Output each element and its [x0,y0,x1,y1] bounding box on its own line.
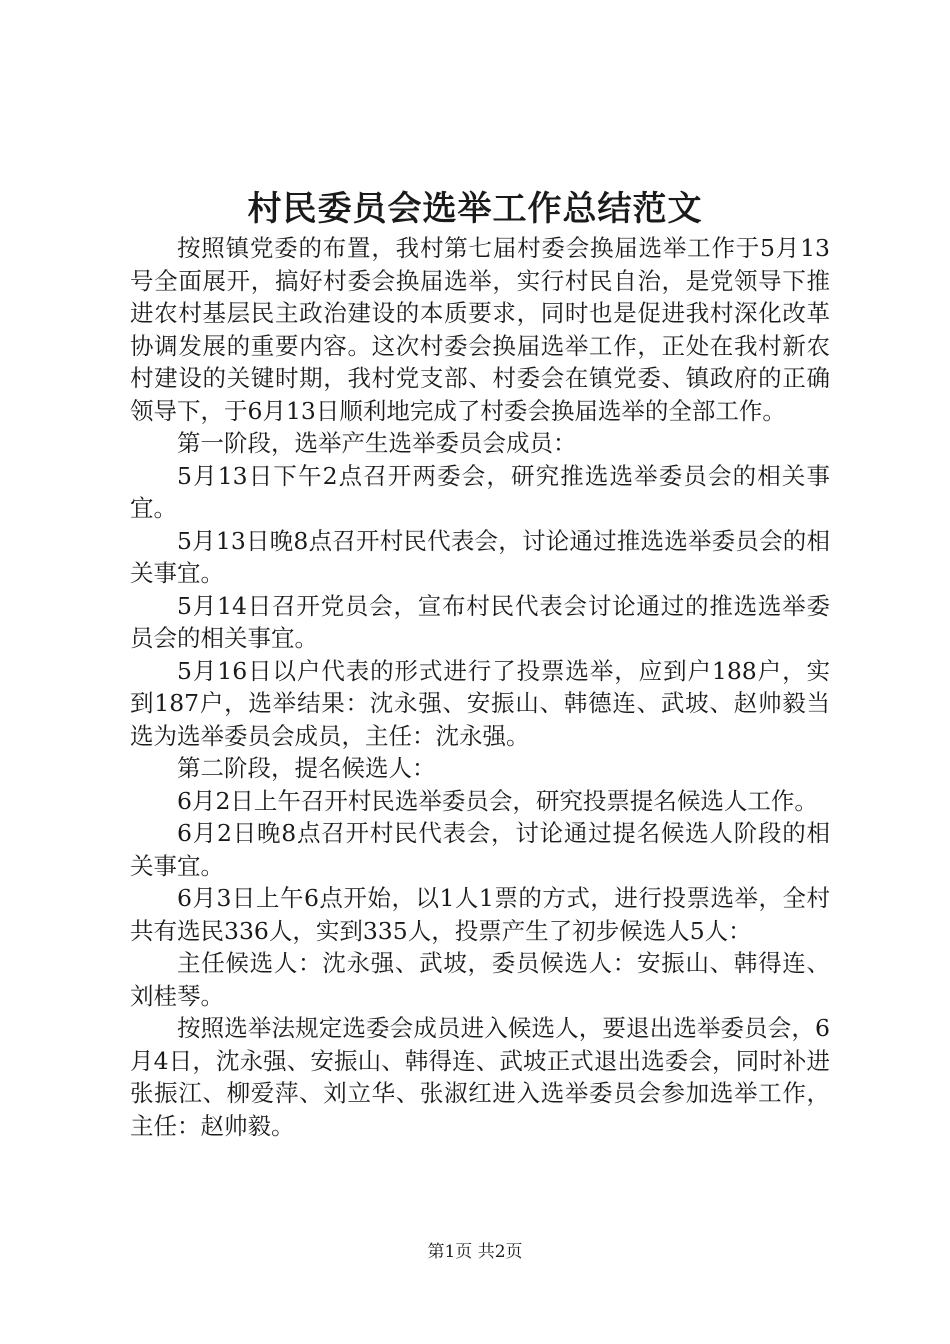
paragraph-may13-afternoon: 5月13日下午2点召开两委会，研究推选选举委员会的相关事宜。 [130,461,830,522]
paragraph-jun3: 6月3日上午6点开始，以1人1票的方式，进行投票选举，全村共有选民336人，实到335人，投票产生了初步候选人5人： [130,884,830,945]
paragraph-may13-evening: 5月13日晚8点召开村民代表会，讨论通过推选选举委员会的相关事宜。 [130,526,830,587]
paragraph-stage-one-heading: 第一阶段，选举产生选举委员会成员： [177,429,577,457]
paragraph-candidates: 主任候选人：沈永强、武坡，委员候选人：安振山、韩得连、刘桂琴。 [130,949,830,1010]
page-footer: 第1页 共2页 [427,1242,523,1262]
document-title: 村民委员会选举工作总结范文 [247,189,703,229]
paragraph-may14: 5月14日召开党员会，宣布村民代表会讨论通过的推选选举委员会的相关事宜。 [130,591,830,652]
paragraph-intro: 按照镇党委的布置，我村第七届村委会换届选举工作于5月13号全面展开，搞好村委会换届选举，实行村民自治，是党领导下推进农村基层民主政治建设的本质要求，同时也是促进我村深化改革协调发展的重要内容。这次村委会换届选举工作，正处在我村新农村建设的关键时期，我村党支部、村委会在镇党委、镇政府的正确领导下，于6月13日顺利地完成了村委会换届选举的全部工作。 [130,234,830,425]
paragraph-stage-two-heading: 第二阶段，提名候选人： [177,754,436,782]
paragraph-may16: 5月16日以户代表的形式进行了投票选举，应到户188户，实到187户，选举结果：沈永强、安振山、韩德连、武坡、赵帅毅当选为选举委员会成员，主任：沈永强。 [130,656,830,750]
document-body [130,232,830,1142]
paragraph-committee-change: 按照选举法规定选委会成员进入候选人，要退出选举委员会，6月4日，沈永强、安振山、韩得连、武坡正式退出选委会，同时补进张振江、柳爱萍、刘立华、张淑红进入选举委员会参加选举工作，主任：赵帅毅。 [130,1014,830,1140]
paragraph-jun2-morning: 6月2日上午召开村民选举委员会，研究投票提名候选人工作。 [177,786,818,815]
paragraph-jun2-evening: 6月2日晚8点召开村民代表会，讨论通过提名候选人阶段的相关事宜。 [130,819,830,880]
